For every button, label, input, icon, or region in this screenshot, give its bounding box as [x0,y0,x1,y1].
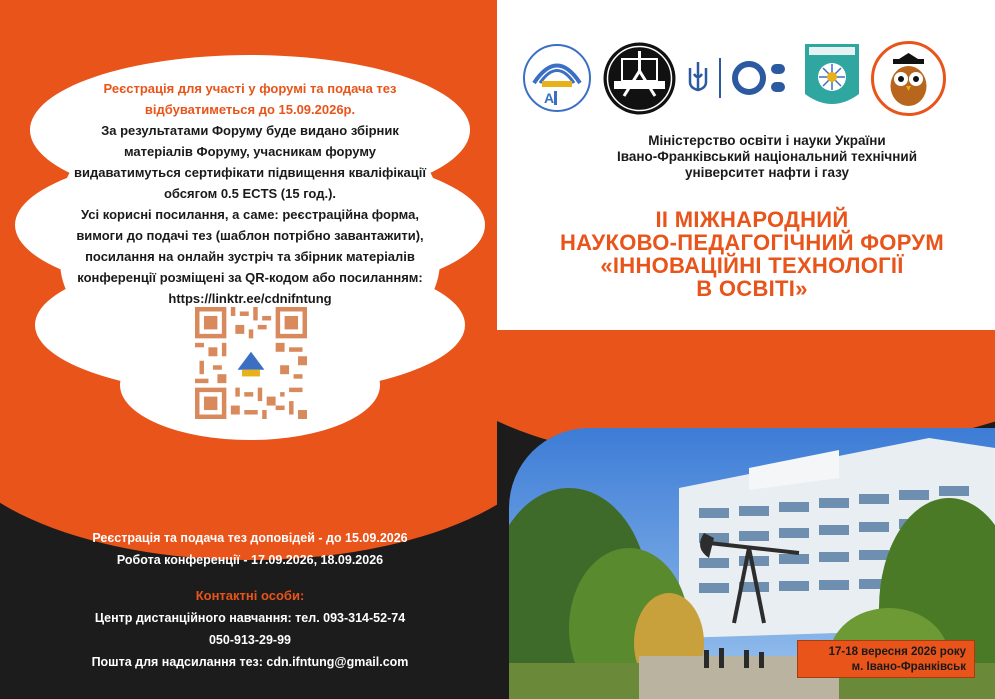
right-panel [497,0,995,699]
university-name-line2: університет нафти і газу [684,165,850,180]
trident-icon [687,60,709,96]
contact-email: Пошта для надсилання тез: cdn.ifntung@gmail.com [91,655,409,669]
university-name-line1: Івано-Франківський національний технічний [616,149,918,164]
date-conference: Робота конференції - 17.09.2026, 18.09.2026 [116,553,384,567]
collection-line1: За результатами Форуму буде видано збірник [101,123,399,138]
organization-name [557,133,977,181]
contact-phone2: 050-913-29-99 [208,633,291,647]
title-line1: ІІ МІЖНАРОДНИЙ [655,207,849,232]
left-panel [0,0,497,699]
logos-row [522,38,982,118]
title-line2: НАУКОВО-ПЕДАГОГІЧНИЙ ФОРУМ [559,230,945,255]
contacts-heading: Контактні особи: [195,588,305,603]
links-line1: Усі корисні посилання, а саме: реєстраційна форма, [81,207,419,222]
title-line3: «ІННОВАЦІЙНІ ТЕХНОЛОГІЇ [600,253,904,278]
dates-heading: Основні дати: [204,508,296,523]
event-city: м. Івано-Франківськ [851,661,966,673]
collection-line4: обсягом 0.5 ECTS (15 год.). [163,186,337,201]
institute-logo-icon [803,42,861,114]
info-text [40,78,460,309]
collection-line2: матеріалів Форуму, учасникам форуму [123,144,376,159]
registration-line1: Реєстрація для участі у форумі та подача тез [103,81,397,96]
event-date-box [797,640,975,678]
links-line3: посилання на онлайн зустріч та збірник матеріалів [85,249,415,264]
ifntung-logo-icon [602,41,677,116]
link-url[interactable]: https://linktr.ee/cdnifntung [168,291,332,306]
contact-phone: Центр дистанційного навчання: тел. 093-314-52-74 [94,611,406,625]
mon-logo-icon [731,58,793,98]
ministry-name: Міністерство освіти і науки України [648,133,886,148]
dates-contacts [20,505,480,673]
links-line2: вимоги до подачі тез (шаблон потрібно завантажити), [76,228,424,243]
collection-line3: видаватимуться сертифікати підвищення кваліфікації [74,165,426,180]
qr-code[interactable] [195,307,307,419]
date-registration: Реєстрація та подача тез доповідей - до 15.09.2026 [92,531,408,545]
owl-logo-icon [871,41,946,116]
cdn-logo-icon [522,43,592,113]
event-date: 17-18 вересня 2026 року [828,646,966,658]
registration-line2: відбуватиметься до 15.09.2026р. [144,102,356,117]
forum-title [517,208,987,300]
title-line4: В ОСВІТІ» [696,276,808,301]
links-line4: конференції розміщені за QR-кодом або посиланням: [77,270,423,285]
svg-text:A: A [544,90,555,106]
